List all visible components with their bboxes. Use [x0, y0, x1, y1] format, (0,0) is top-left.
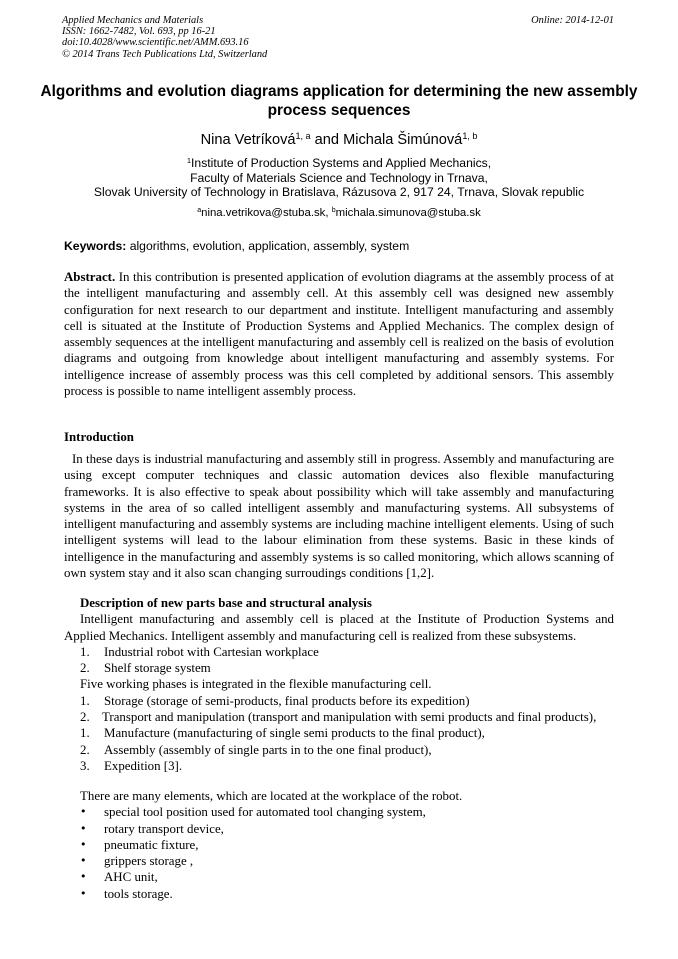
bullet-glyph: • [80, 837, 87, 851]
list-item [64, 644, 614, 660]
bullet-glyph: • [80, 821, 87, 835]
bullet-text: tools storage. [104, 886, 173, 901]
bullet-item [64, 853, 614, 869]
keywords-label: Keywords: [64, 239, 127, 253]
author-conjunction: and [310, 132, 344, 148]
list-text: Storage (storage of semi-products, final products before its expedition) [104, 693, 470, 708]
list-item [64, 725, 614, 741]
section-heading: Description of new parts base and structural analysis [80, 596, 372, 610]
email-a[interactable]: nina.vetrikova@stuba.sk [201, 207, 326, 219]
author-2: Michala Šimúnová [343, 132, 463, 148]
list-item [64, 709, 614, 725]
affiliation-mark: 1 [186, 155, 192, 165]
affiliation-institute: Institute of Production Systems and Applied Mechanics, [191, 156, 492, 170]
journal-header [62, 15, 614, 60]
list-item [64, 660, 614, 676]
bullet-glyph: • [80, 886, 87, 900]
list-text: Manufacture (manufacturing of single semi products to the final product), [104, 726, 485, 741]
section-paragraph-2: Five working phases is integrated in the flexible manufacturing cell. [80, 677, 432, 692]
list-item [64, 758, 614, 774]
affiliation-line-1 [40, 156, 638, 171]
author-list [40, 131, 638, 149]
list-text: Expedition [3]. [104, 758, 183, 773]
bullet-text: special tool position used for automated tool changing system, [104, 805, 426, 820]
abstract-text: In this contribution is presented application of evolution diagrams at the assembly process of at the intelligent manufacturing and assembly cell. At this assembly cell was designed new assembly configuration for next research to our department and institute. Intelligent manufacturing and assembly cell is situated at the Institute of Production Systems and Applied Mechanics. The complex design of assembly sequences at the intelligent manufacturing and assembly cell is realized on the basis of evolution diagrams and outgoing from knowledge about intelligent manufacturing and assembly systems. For intelligence increase of assembly process was this cell completed by additional sensors. This assembly process is possible to name intelligent assembly process. [64, 270, 614, 399]
paper-title: Algorithms and evolution diagrams application for determining the new assembly process sequences [40, 83, 638, 119]
bullet-text: rotary transport device, [104, 821, 224, 836]
affiliation-line-3: Slovak University of Technology in Bratislava, Rázusova 2, 917 24, Trnava, Slovak republic [93, 185, 585, 200]
email-b[interactable]: michala.simunova@stuba.sk [335, 207, 481, 219]
bullet-item [64, 837, 614, 853]
list-number: 2. [80, 661, 90, 676]
copyright-line: © 2014 Trans Tech Publications Ltd, Switzerland [62, 48, 268, 60]
bullet-text: AHC unit, [104, 870, 158, 885]
online-date: Online: 2014-12-01 [531, 15, 614, 26]
bullet-item [64, 869, 614, 885]
bullet-item [64, 886, 614, 902]
author-1: Nina Vetríková [200, 132, 296, 148]
email-a-mark: a [197, 207, 202, 215]
email-b-mark: b [331, 207, 336, 215]
list-number: 2. [80, 710, 90, 725]
author-2-affil-mark: 1, b [462, 131, 478, 142]
list-item [64, 693, 614, 709]
list-text: Transport and manipulation (transport and manipulation with semi products and final products), [102, 710, 597, 725]
list-number: 1. [80, 644, 90, 659]
bullet-item [64, 821, 614, 837]
list-number: 1. [80, 693, 90, 708]
doi-line: doi:10.4028/www.scientific.net/AMM.693.16 [62, 37, 249, 49]
elements-intro: There are many elements, which are located at the workplace of the robot. [80, 789, 463, 803]
bullet-item [64, 804, 614, 820]
bullet-text: pneumatic fixture, [104, 837, 199, 852]
keywords [64, 239, 616, 254]
introduction-heading: Introduction [64, 430, 134, 444]
list-number: 2. [80, 742, 90, 757]
section-paragraph-1: Intelligent manufacturing and assembly cell is placed at the Institute of Production Systems and Applied Mechanics. Intelligent assembly and manufacturing cell is realized from these subsystems. [64, 612, 614, 643]
bullet-glyph: • [80, 805, 87, 819]
list-text: Industrial robot with Cartesian workplace [104, 644, 319, 659]
affiliation-line-2: Faculty of Materials Science and Technology in Trnava, [190, 170, 488, 185]
list-text: Assembly (assembly of single parts in to the one final product), [104, 742, 432, 757]
author-1-affil-mark: 1, a [295, 131, 311, 142]
bullet-glyph: • [80, 854, 87, 868]
bullet-glyph: • [80, 870, 87, 884]
list-item [64, 742, 614, 758]
list-text: Shelf storage system [104, 661, 211, 676]
structural-analysis-section [64, 595, 614, 774]
journal-name: Applied Mechanics and Materials [62, 15, 204, 26]
list-number: 3. [80, 758, 90, 773]
list-number: 1. [80, 726, 90, 741]
bullet-text: grippers storage , [104, 854, 194, 869]
email-separator: , [325, 207, 332, 219]
email-line [40, 206, 638, 220]
affiliation [40, 156, 638, 200]
abstract [64, 269, 614, 399]
keywords-text: algorithms, evolution, application, assembly, system [126, 239, 410, 253]
introduction-text: In these days is industrial manufacturing and assembly still in progress. Assembly and manufacturing are using except computer techniques and classic automation devices also flexible manufacturing frameworks. It is also effective to speak about possibility which will take assembly and manufacturing systems in the area of so called intelligent assembly and manufacturing systems. All subsystems of intelligent manufacturing and assembly systems are including machine intelligent elements. Using of such intelligent systems will lead to the labour elimination from these systems. Basic in these kinds of intelligence in the manufacturing and assembly systems is so called monitoring, which allows scanning of own system stay and it also scan changing surroudings conditions [1,2]. [64, 452, 614, 581]
robot-elements [64, 788, 614, 902]
abstract-label: Abstract. [64, 270, 116, 284]
issn-line: ISSN: 1662-7482, Vol. 693, pp 16-21 [62, 26, 216, 38]
